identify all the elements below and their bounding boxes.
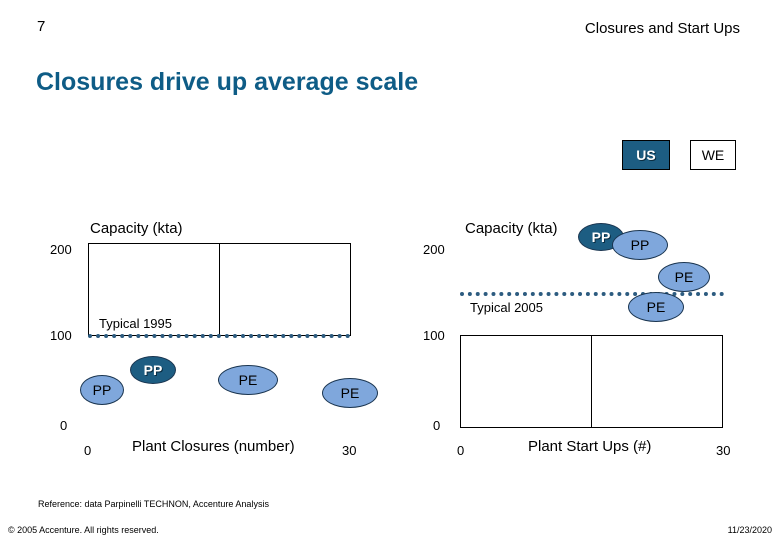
startups-x-axis-label: Plant Start Ups (#) bbox=[528, 438, 652, 455]
startups-bubble-pp-us: PP bbox=[578, 223, 624, 251]
closures-typical-label: Typical 1995 bbox=[99, 316, 172, 331]
closures-typical-line bbox=[88, 334, 350, 338]
startups-y-tick-0: 0 bbox=[433, 418, 441, 433]
closures-bubble-pe-we-1: PE bbox=[218, 365, 278, 395]
startups-quadrant-bottom-left bbox=[460, 335, 592, 428]
closures-bubble-pe-we-2: PE bbox=[322, 378, 378, 408]
page-number: 7 bbox=[37, 18, 46, 35]
closures-y-tick-0: 0 bbox=[60, 418, 68, 433]
startups-x-tick-0: 0 bbox=[457, 443, 465, 458]
legend-us: US bbox=[622, 140, 670, 170]
legend-we: WE bbox=[690, 140, 736, 170]
closures-y-axis-label: Capacity (kta) bbox=[90, 220, 183, 237]
copyright: © 2005 Accenture. All rights reserved. bbox=[8, 525, 159, 535]
startups-bubble-pe-we-1: PE bbox=[658, 262, 710, 292]
closures-x-tick-0: 0 bbox=[84, 443, 92, 458]
closures-bubble-pp-us: PP bbox=[130, 356, 176, 384]
closures-y-tick-200: 200 bbox=[50, 242, 72, 257]
closures-x-tick-30: 30 bbox=[342, 443, 357, 458]
startups-y-tick-200: 200 bbox=[423, 242, 445, 257]
startups-x-tick-30: 30 bbox=[716, 443, 731, 458]
footer-date: 11/23/2020 bbox=[727, 525, 772, 535]
closures-x-axis-label: Plant Closures (number) bbox=[132, 438, 295, 455]
startups-quadrant-bottom-right bbox=[591, 335, 723, 428]
closures-quadrant-top-right bbox=[219, 243, 351, 336]
startups-typical-label: Typical 2005 bbox=[470, 300, 543, 315]
reference-note: Reference: data Parpinelli TECHNON, Accenture Analysis bbox=[38, 499, 269, 509]
startups-typical-line bbox=[460, 292, 724, 296]
startups-y-tick-100: 100 bbox=[423, 328, 445, 343]
section-title: Closures and Start Ups bbox=[584, 20, 740, 37]
closures-y-tick-100: 100 bbox=[50, 328, 72, 343]
startups-y-axis-label: Capacity (kta) bbox=[465, 220, 558, 237]
startups-bubble-pp-we: PP bbox=[612, 230, 668, 260]
startups-bubble-pe-we-2: PE bbox=[628, 292, 684, 322]
page-title: Closures drive up average scale bbox=[36, 68, 419, 96]
closures-bubble-pp-we: PP bbox=[80, 375, 124, 405]
